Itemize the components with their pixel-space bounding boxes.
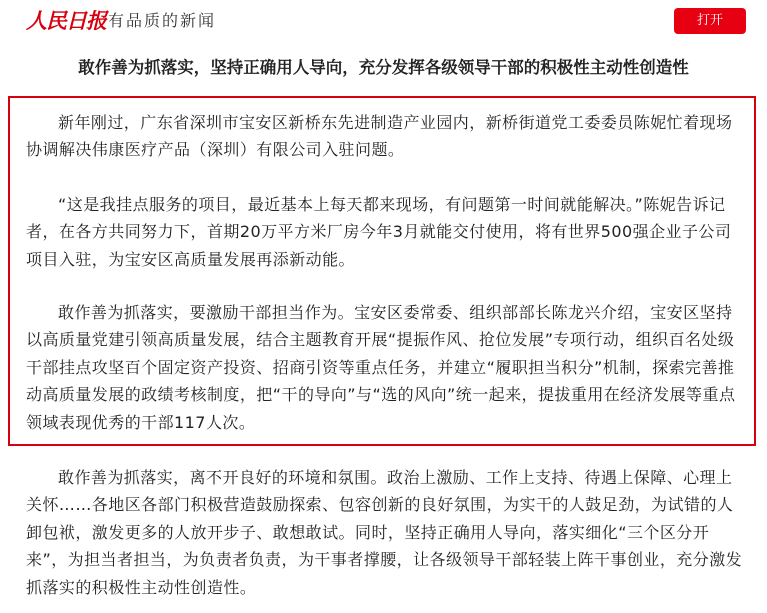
article-paragraph-1: 新年刚过，广东省深圳市宝安区新桥东先进制造产业园内，新桥街道党工委委员陈妮忙着现场协调解决伟康医疗产品（深圳）有限公司入驻问题。 — [26, 113, 733, 160]
article-paragraph-3: 敢作善为抓落实，要激励干部担当作为。宝安区委常委、组织部部长陈龙兴介绍，宝安区坚持以高质量党建引领高质量发展，结合主题教育开展“提振作风、抢位发展”专项行动，组织百名处级干部挂点攻坚百个固定资产投资、招商引资等重点任务，并建立“履职担当积分”机制，探索完善推动高质量发展的政绩考核制度，把“干的导向”与“选的风向”统一起来，提拔重用在经济发展等重点领域表现优秀的干部117人次。 — [26, 303, 736, 432]
slogan: 有品质的新闻 — [108, 11, 217, 30]
article-paragraph-4: 敢作善为抓落实，离不开良好的环境和氛围。政治上激励、工作上支持、待遇上保障、心理上关怀……各地区各部门积极营造鼓励探索、包容创新的良好氛围，为实干的人鼓足劲，为试错的人卸包袱，激发更多的人放开步子、敢想敢试。同时，坚持正确用人导向，落实细化“三个区分开来”，为担当者担当，为负责者负责，为干事者撑腰，让各级领导干部轻装上阵干事创业，充分激发抓落实的积极性主动性创造性。 — [26, 468, 743, 597]
logo[interactable]: 人民日报 — [26, 8, 106, 33]
article-paragraph-2: “这是我挂点服务的项目，最近基本上每天都来现场，有问题第一时间就能解决。”陈妮告诉记者，在各方共同努力下，首期20万平方米厂房今年3月就能交付使用，将有世界500强企业子公司项目入驻，为宝安区高质量发展再添新动能。 — [26, 195, 732, 269]
open-app-button[interactable]: 打开 — [674, 8, 746, 34]
top-bar — [0, 0, 767, 42]
article-title: 敢作善为抓落实，坚持正确用人导向，充分发挥各级领导干部的积极性主动性创造性 — [78, 58, 689, 77]
